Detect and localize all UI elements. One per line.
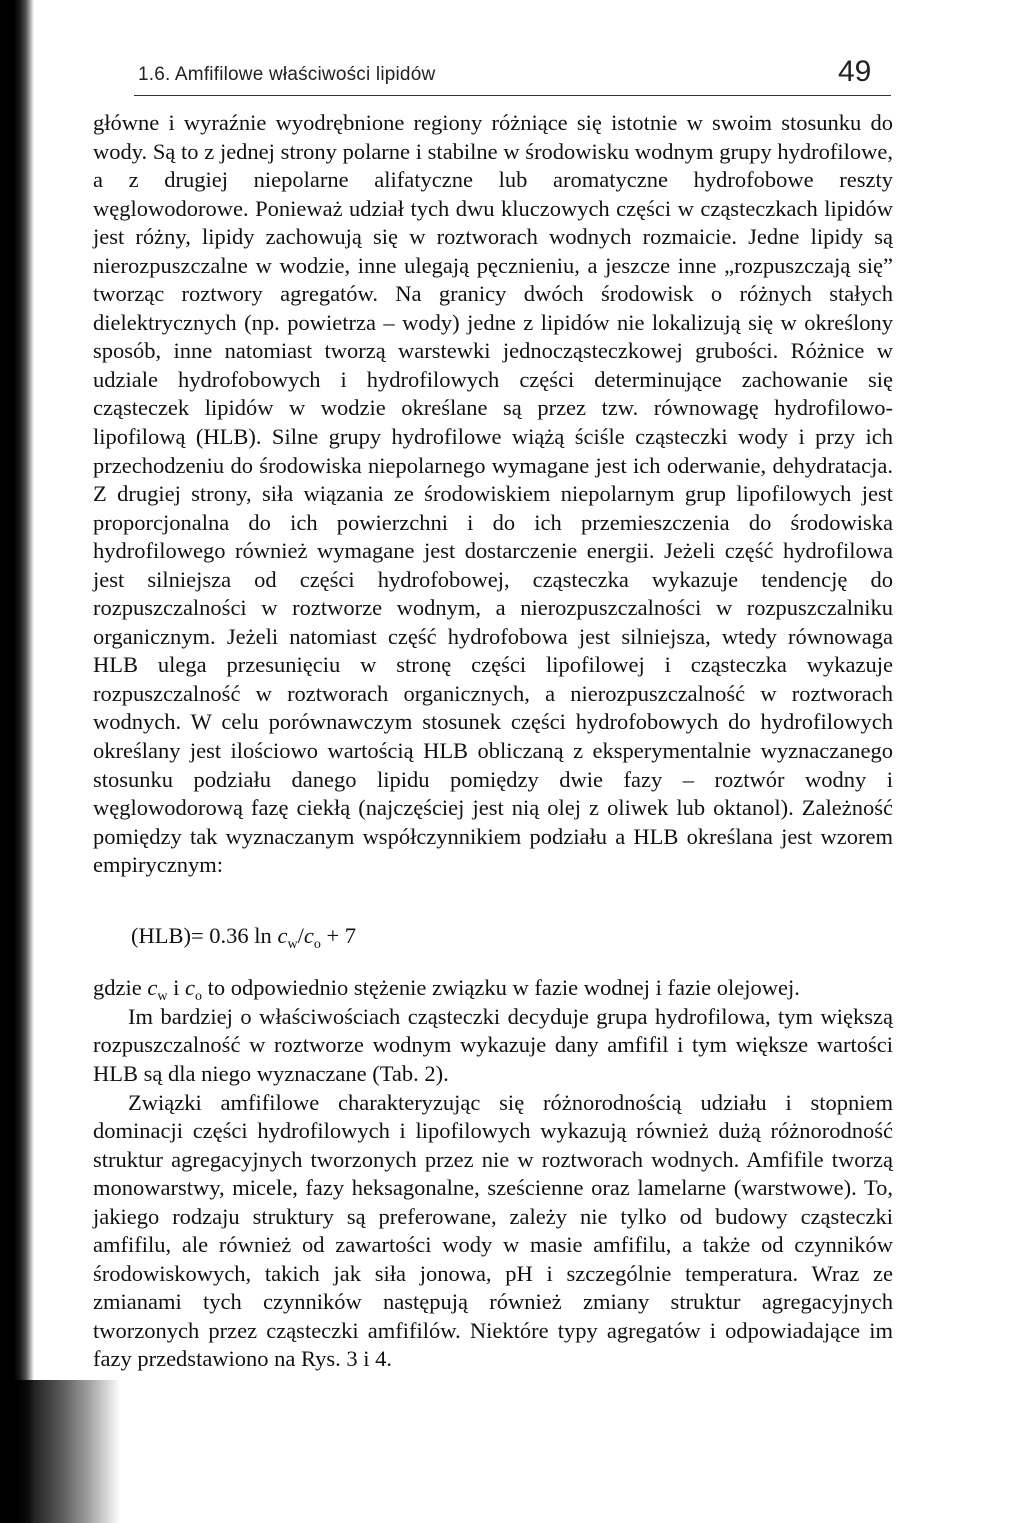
paragraph-2-var-co: c	[185, 975, 195, 1001]
formula-slash: /	[297, 922, 304, 948]
formula-sub-w: w	[287, 936, 298, 952]
paragraph-2	[93, 974, 893, 1003]
paragraph-2-var-cw: c	[147, 975, 158, 1001]
scan-binding-shadow-lower	[0, 1380, 120, 1523]
body-text	[93, 109, 893, 1374]
paragraph-2-sub-o: o	[195, 989, 202, 1005]
header-rule	[134, 95, 891, 96]
hlb-formula	[93, 922, 893, 951]
paragraph-4: Związki amfifilowe charakteryzując się różnorodnością udziału i stopniem dominacji części hydrofilowych i lipofilowych wykazują również dużą różnorodność struktur agregacyjnych tworzonych przez nie w roztworach wodnych. Amfifile tworzą monowarstwy, micele, fazy heksagonalne, sześcienne oraz lamelarne (warstwowe). To, jakiego rodzaju struktury są preferowane, zależy nie tylko od budowy cząsteczki amfifilu, ale również od zawartości wody w masie amfifilu, a także od czynników środowiskowych, takich jak siła jonowa, pH i szczególnie temperatura. Wraz ze zmianami tych czynników następują również zmiany struktur agregacyjnych tworzonych przez cząsteczki amfifilów. Niektóre typy agregatów i odpowiadające im fazy przedstawiono na Rys. 3 i 4.	[93, 1089, 893, 1372]
formula-sub-o: o	[313, 936, 321, 952]
paragraph-2-start: gdzie	[93, 975, 148, 1001]
paragraph-2-sub-w: w	[157, 989, 168, 1005]
running-head	[0, 0, 1024, 100]
formula-lhs: (HLB)= 0.36 ln	[131, 922, 278, 948]
paragraph-3: Im bardziej o właściwościach cząsteczki decyduje grupa hydrofilowa, tym większą rozpuszczalność w roztworze wodnym wykazuje dany amfifil i tym większe wartości HLB są dla niego wyznaczane (Tab. 2).	[93, 1003, 893, 1086]
paragraph-1: główne i wyraźnie wyodrębnione regiony różniące się istotnie w swoim stosunku do wody. Są to z jednej strony polarne i stabilne w środowisku wodnym grupy hydrofilowe, a z drugiej niepolarne alifatyczne lub aromatyczne hydrofobowe reszty węglowodorowe. Ponieważ udział tych dwu kluczowych części w cząsteczkach lipidów jest różny, lipidy zachowują się w roztworach wodnych rozmaicie. Jedne lipidy są nierozpuszczalne w wodzie, inne ulegają pęcznieniu, a jeszcze inne „rozpuszczają się” tworząc roztwory agregatów. Na granicy dwóch środowisk o różnych stałych dielektrycznych (np. powietrza – wody) jedne z lipidów nie lokalizują się w określony sposób, inne natomiast tworzą warstewki jednocząsteczkowej grubości. Różnice w udziale hydrofobowych i hydrofilowych części determinujące zachowanie się cząsteczek lipidów w wodzie określane są przez tzw. równowagę hydrofilowo-lipofilową (HLB). Silne grupy hydrofilowe wiążą ściśle cząsteczki wody i przy ich przechodzeniu do środowiska niepolarnego wymagane jest ich oderwanie, dehydratacja. Z drugiej strony, siła wiązania ze środowiskiem niepolarnym grup lipofilowych jest proporcjonalna do ich powierzchni i do ich przemieszczenia do środowiska hydrofilowego również wymagane jest dostarczenie energii. Jeżeli część hydrofilowa jest silniejsza od części hydrofobowej, cząsteczka wykazuje tendencję do rozpuszczalności w roztworze wodnym, a nierozpuszczalności w rozpuszczalniku organicznym. Jeżeli natomiast część hydrofobowa jest silniejsza, wtedy równowaga HLB ulega przesunięciu w stronę części lipofilowej i cząsteczka wykazuje rozpuszczalność w roztworach organicznych, a nierozpuszczalność w roztworach wodnych. W celu porównawczym stosunek części hydrofobowych do hydrofilowych określany jest ilościowo wartością HLB obliczaną z eksperymentalnie wyznaczanego stosunku podziału danego lipidu pomiędzy dwie fazy – roztwór wodny i węglowodorową fazę ciekłą (najczęściej jest nią olej z oliwek lub oktanol). Zależność pomiędzy tak wyznaczanym współczynnikiem podziału a HLB określana jest wzorem empirycznym:	[93, 110, 893, 878]
page-number: 49	[838, 55, 872, 88]
section-title: 1.6. Amfifilowe właściwości lipidów	[138, 64, 436, 85]
paragraph-2-end: to odpowiednio stężenie związku w fazie wodnej i fazie olejowej.	[202, 975, 800, 1001]
paragraph-2-middle: i	[167, 975, 185, 1001]
formula-var-co: c	[303, 922, 314, 948]
scan-binding-shadow	[0, 0, 34, 1523]
formula-var-cw: c	[277, 922, 288, 948]
formula-rhs: + 7	[320, 922, 357, 948]
